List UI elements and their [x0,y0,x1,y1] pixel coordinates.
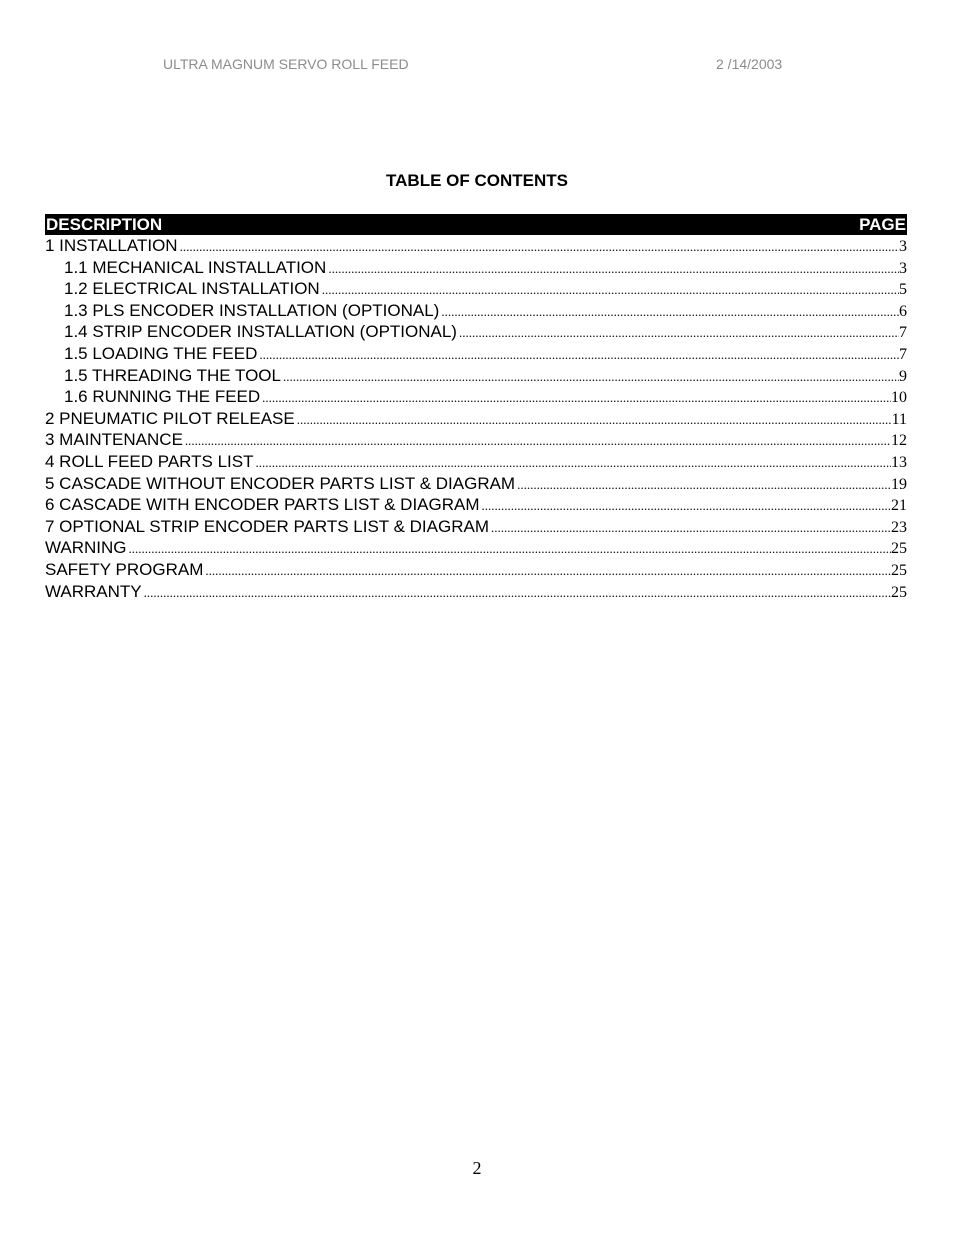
toc-dot-leader [482,495,891,517]
toc-column-description: DESCRIPTION [46,215,163,234]
toc-entry-label: 5 CASCADE WITHOUT ENCODER PARTS LIST & DIAGRAM [45,473,516,493]
toc-entry-page: 25 [891,540,907,558]
toc-entry-page: 9 [899,367,907,385]
toc-entry[interactable] [45,516,907,538]
toc-entry-label: 3 MAINTENANCE [45,430,183,450]
toc-entry-label: 1.3 PLS ENCODER INSTALLATION (OPTIONAL) [64,300,440,320]
document-date: 2 /14/2003 [716,56,783,72]
toc-entry-page: 3 [899,238,907,255]
toc-dot-leader [283,366,899,388]
toc-entry-page: 12 [891,432,907,450]
toc-entry-page: 7 [899,345,907,363]
toc-entry-label: SAFETY PROGRAM [45,559,204,579]
toc-dot-leader [328,258,899,280]
toc-entry[interactable] [45,429,907,451]
toc-dot-leader [491,517,891,539]
toc-entry[interactable] [45,581,907,603]
toc-header-bar [45,214,907,235]
toc-dot-leader [255,452,891,474]
toc-entry[interactable] [45,300,907,322]
toc-entry-label: 6 CASCADE WITH ENCODER PARTS LIST & DIAGRAM [45,495,480,515]
toc-entry[interactable] [45,365,907,387]
toc-entry-page: 19 [891,475,907,493]
toc-entry-label: 1 INSTALLATION [45,236,178,255]
toc-entry[interactable] [45,321,907,343]
toc-entry[interactable] [45,559,907,581]
toc-entry-page: 25 [891,561,907,579]
toc-entry-page: 6 [899,302,907,320]
toc-dot-leader [459,322,899,344]
toc-entry-label: WARRANTY [45,581,142,601]
toc-dot-leader [441,301,899,323]
page-number: 2 [472,1158,482,1178]
toc-entry-list [45,235,907,602]
toc-dot-leader [297,409,892,431]
toc-entry-label: 7 OPTIONAL STRIP ENCODER PARTS LIST & DIAGRAM [45,516,489,536]
toc-entry[interactable] [45,386,907,408]
toc-entry-label: 1.5 LOADING THE FEED [64,343,258,363]
toc-dot-leader [185,430,891,452]
toc-entry-label: WARNING [45,538,127,558]
toc-column-page: PAGE [859,215,906,234]
toc-entry[interactable] [45,451,907,473]
toc-entry-page: 3 [899,259,907,277]
toc-dot-leader [262,387,891,409]
page-header [0,56,954,74]
toc-entry-label: 4 ROLL FEED PARTS LIST [45,451,254,471]
toc-entry-label: 2 PNEUMATIC PILOT RELEASE [45,408,295,428]
toc-title: TABLE OF CONTENTS [386,171,568,190]
toc-entry[interactable] [45,408,907,430]
toc-entry-page: 5 [899,281,907,299]
toc-entry-page: 11 [891,410,907,428]
toc-entry-page: 25 [891,583,907,601]
toc-dot-leader [144,582,891,604]
toc-dot-leader [259,344,899,366]
toc-entry-page: 21 [891,497,907,515]
toc-entry-label: 1.5 THREADING THE TOOL [64,365,281,385]
toc-dot-leader [180,236,899,258]
toc-entry-label: 1.2 ELECTRICAL INSTALLATION [64,279,320,299]
toc-entry-page: 13 [891,453,907,471]
toc-entry[interactable] [45,257,907,279]
toc-dot-leader [517,474,891,496]
toc-entry-page: 23 [891,518,907,536]
toc-entry-label: 1.1 MECHANICAL INSTALLATION [64,257,327,277]
toc-entry-label: 1.6 RUNNING THE FEED [64,387,261,407]
toc-entry[interactable] [45,537,907,559]
toc-entry[interactable] [45,278,907,300]
toc-entry-page: 7 [899,324,907,342]
document-title: ULTRA MAGNUM SERVO ROLL FEED [163,56,409,72]
toc-entry[interactable] [45,473,907,495]
toc-entry-label: 1.4 STRIP ENCODER INSTALLATION (OPTIONAL) [64,322,457,342]
toc-dot-leader [205,560,891,582]
toc-entry[interactable] [45,235,907,257]
toc-dot-leader [322,279,899,301]
table-of-contents [45,214,907,602]
toc-entry-page: 10 [891,389,907,407]
toc-dot-leader [129,538,891,560]
toc-entry[interactable] [45,494,907,516]
toc-entry[interactable] [45,343,907,365]
